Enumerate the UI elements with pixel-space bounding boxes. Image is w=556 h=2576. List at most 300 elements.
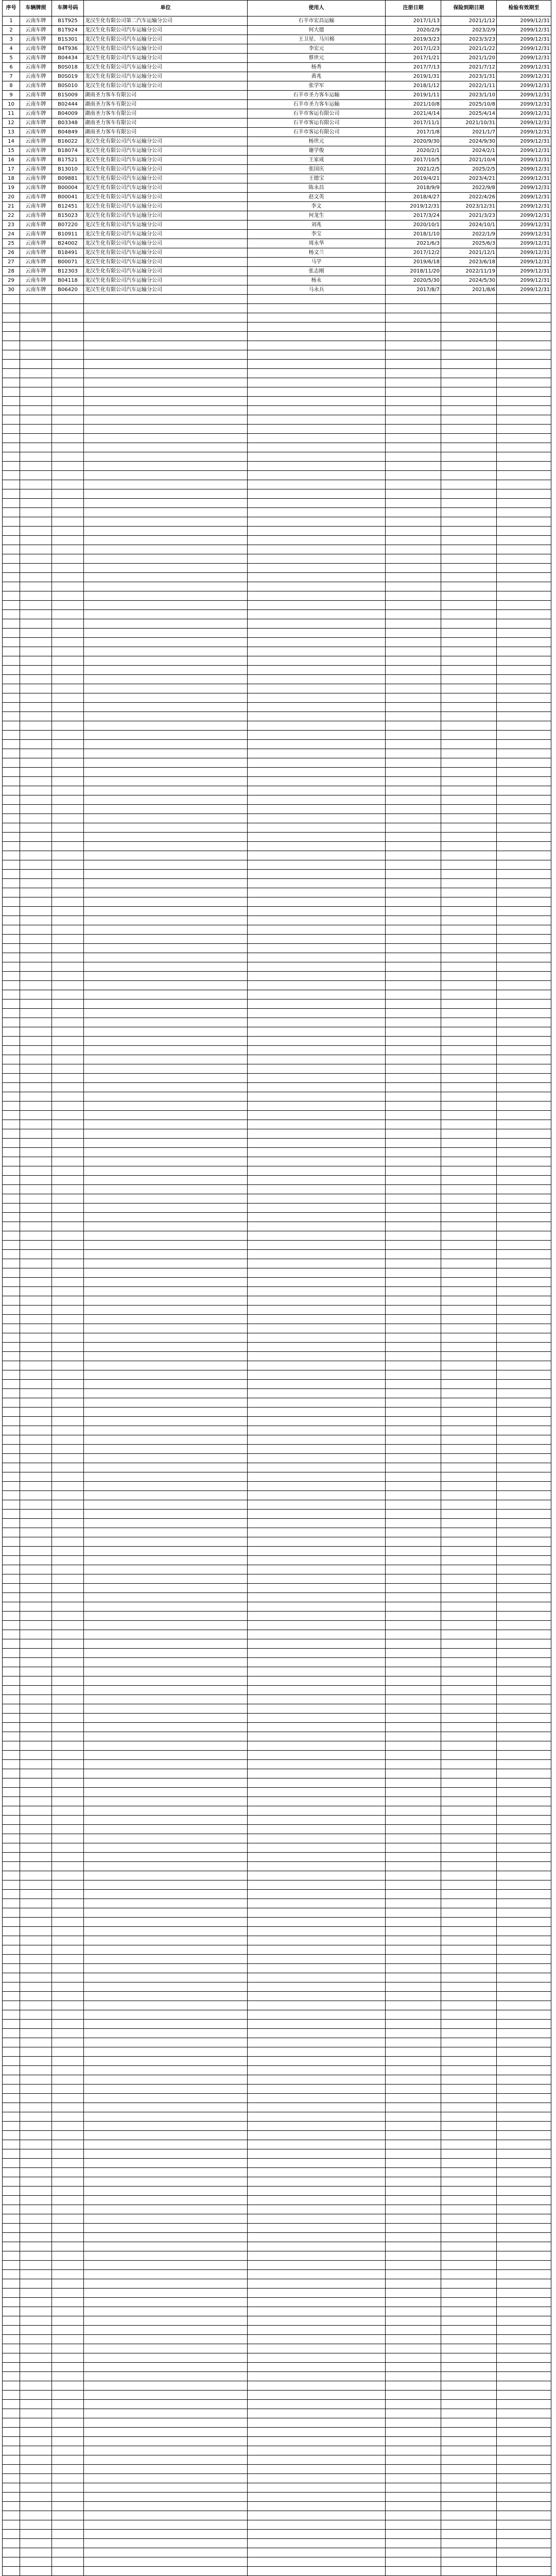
empty-cell xyxy=(386,462,441,471)
empty-cell xyxy=(20,2557,52,2567)
empty-cell xyxy=(441,1992,497,2001)
cell-index: 18 xyxy=(3,174,20,183)
empty-cell xyxy=(248,1695,386,1704)
empty-cell xyxy=(84,1797,248,1806)
empty-cell xyxy=(441,1213,497,1222)
empty-cell xyxy=(441,1296,497,1306)
cell-inspection-date: 2099/12/31 xyxy=(497,221,551,230)
empty-cell xyxy=(84,369,248,378)
empty-cell xyxy=(20,2205,52,2214)
cell-plate-type: 云南车牌 xyxy=(20,285,52,295)
empty-cell xyxy=(386,656,441,666)
empty-cell xyxy=(497,1296,551,1306)
empty-cell xyxy=(20,1890,52,1899)
empty-cell xyxy=(441,2177,497,2187)
empty-cell xyxy=(3,1806,20,1816)
empty-cell xyxy=(20,990,52,999)
empty-cell xyxy=(3,452,20,462)
table-row xyxy=(3,100,551,109)
empty-cell xyxy=(386,953,441,962)
empty-cell xyxy=(52,323,84,332)
empty-cell xyxy=(497,2483,551,2493)
empty-cell xyxy=(52,1667,84,1676)
empty-cell xyxy=(386,2270,441,2279)
empty-cell xyxy=(386,1918,441,1927)
empty-cell xyxy=(386,2539,441,2548)
empty-cell xyxy=(20,1176,52,1185)
empty-cell xyxy=(441,2187,497,2196)
empty-cell xyxy=(441,508,497,517)
empty-cell xyxy=(386,1704,441,1714)
empty-table-row xyxy=(3,2391,551,2400)
empty-cell xyxy=(248,2112,386,2122)
empty-cell xyxy=(3,1714,20,1723)
empty-cell xyxy=(84,2038,248,2047)
empty-cell xyxy=(441,489,497,499)
table-row xyxy=(3,156,551,165)
empty-cell xyxy=(3,2233,20,2242)
cell-inspection-date: 2099/12/31 xyxy=(497,54,551,63)
empty-cell xyxy=(3,638,20,647)
empty-cell xyxy=(386,2530,441,2539)
empty-cell xyxy=(441,2010,497,2020)
empty-cell xyxy=(386,786,441,795)
cell-plate-number: B03348 xyxy=(52,118,84,128)
empty-cell xyxy=(248,1936,386,1945)
empty-cell xyxy=(386,1306,441,1315)
empty-table-row xyxy=(3,758,551,768)
empty-cell xyxy=(248,1778,386,1788)
empty-cell xyxy=(386,1315,441,1324)
empty-cell xyxy=(84,2224,248,2233)
empty-cell xyxy=(248,1714,386,1723)
empty-cell xyxy=(20,1120,52,1129)
empty-cell xyxy=(3,2391,20,2400)
empty-cell xyxy=(497,1936,551,1945)
empty-cell xyxy=(84,2353,248,2363)
empty-table-row xyxy=(3,1982,551,1992)
empty-cell xyxy=(248,656,386,666)
empty-cell xyxy=(20,2103,52,2112)
cell-unit: 龙汉生化有限公司汽车运输分公司 xyxy=(84,230,248,239)
empty-cell xyxy=(386,2075,441,2084)
empty-cell xyxy=(441,823,497,833)
empty-cell xyxy=(84,1194,248,1204)
empty-cell xyxy=(386,2428,441,2437)
empty-cell xyxy=(3,545,20,554)
empty-cell xyxy=(52,1649,84,1658)
empty-cell xyxy=(441,332,497,341)
cell-inspection-date: 2099/12/31 xyxy=(497,183,551,193)
empty-cell xyxy=(497,1324,551,1333)
empty-cell xyxy=(84,1278,248,1287)
empty-cell xyxy=(20,406,52,415)
empty-table-row xyxy=(3,1333,551,1343)
empty-cell xyxy=(441,1037,497,1046)
cell-user: 杨文兰 xyxy=(248,248,386,258)
empty-cell xyxy=(386,1992,441,2001)
empty-cell xyxy=(386,1454,441,1463)
empty-cell xyxy=(441,1408,497,1417)
empty-cell xyxy=(441,2233,497,2242)
empty-cell xyxy=(248,2548,386,2557)
header-plate-type: 车辆牌照 xyxy=(20,1,52,16)
empty-cell xyxy=(248,1639,386,1649)
empty-cell xyxy=(20,1955,52,1964)
empty-cell xyxy=(52,350,84,360)
empty-cell xyxy=(84,2131,248,2140)
empty-cell xyxy=(20,2511,52,2520)
empty-cell xyxy=(441,1899,497,1908)
empty-cell xyxy=(3,573,20,582)
empty-cell xyxy=(441,2391,497,2400)
empty-cell xyxy=(84,1482,248,1491)
empty-cell xyxy=(497,415,551,425)
empty-cell xyxy=(84,2075,248,2084)
empty-cell xyxy=(52,1686,84,1695)
empty-cell xyxy=(20,656,52,666)
empty-cell xyxy=(20,1899,52,1908)
empty-cell xyxy=(386,2335,441,2344)
empty-cell xyxy=(441,1797,497,1806)
empty-cell xyxy=(3,1426,20,1435)
empty-table-row xyxy=(3,2233,551,2242)
empty-cell xyxy=(248,1751,386,1760)
empty-cell xyxy=(497,1380,551,1389)
empty-cell xyxy=(441,1333,497,1343)
empty-cell xyxy=(84,1936,248,1945)
empty-cell xyxy=(52,731,84,740)
empty-table-row xyxy=(3,2530,551,2539)
empty-table-row xyxy=(3,1417,551,1426)
empty-cell xyxy=(441,1612,497,1621)
cell-index: 13 xyxy=(3,128,20,137)
empty-table-row xyxy=(3,777,551,786)
empty-cell xyxy=(20,1213,52,1222)
cell-unit: 湖南圣力客车有限公司 xyxy=(84,118,248,128)
empty-cell xyxy=(20,332,52,341)
empty-cell xyxy=(441,916,497,925)
empty-cell xyxy=(497,480,551,489)
empty-cell xyxy=(497,1741,551,1751)
empty-cell xyxy=(386,1788,441,1797)
empty-cell xyxy=(3,1250,20,1259)
empty-cell xyxy=(3,2196,20,2205)
empty-cell xyxy=(20,1537,52,1547)
empty-cell xyxy=(52,2103,84,2112)
empty-cell xyxy=(386,1843,441,1853)
empty-cell xyxy=(497,406,551,415)
empty-cell xyxy=(3,1222,20,1231)
empty-cell xyxy=(3,1194,20,1204)
empty-cell xyxy=(52,2428,84,2437)
empty-cell xyxy=(386,350,441,360)
empty-cell xyxy=(497,1834,551,1843)
empty-cell xyxy=(52,1871,84,1880)
cell-insurance-date: 2021/1/20 xyxy=(441,54,497,63)
empty-cell xyxy=(248,1686,386,1695)
empty-cell xyxy=(3,860,20,870)
empty-cell xyxy=(248,2140,386,2149)
empty-cell xyxy=(386,1278,441,1287)
empty-cell xyxy=(386,1083,441,1092)
table-row xyxy=(3,221,551,230)
empty-cell xyxy=(20,777,52,786)
empty-cell xyxy=(497,2502,551,2511)
empty-cell xyxy=(441,1816,497,1825)
empty-cell xyxy=(20,1519,52,1528)
empty-cell xyxy=(386,2020,441,2029)
empty-cell xyxy=(386,1760,441,1769)
empty-cell xyxy=(441,731,497,740)
empty-cell xyxy=(441,1890,497,1899)
empty-cell xyxy=(84,536,248,545)
empty-cell xyxy=(497,397,551,406)
empty-table-row xyxy=(3,1593,551,1602)
empty-cell xyxy=(441,1352,497,1361)
empty-cell xyxy=(20,1612,52,1621)
cell-inspection-date: 2099/12/31 xyxy=(497,44,551,54)
empty-cell xyxy=(386,619,441,629)
empty-table-row xyxy=(3,499,551,508)
empty-table-row xyxy=(3,369,551,378)
empty-cell xyxy=(248,2270,386,2279)
empty-cell xyxy=(20,1574,52,1584)
empty-table-row xyxy=(3,517,551,527)
empty-cell xyxy=(3,2326,20,2335)
empty-table-row xyxy=(3,999,551,1009)
empty-cell xyxy=(84,2094,248,2103)
empty-cell xyxy=(52,2010,84,2020)
empty-cell xyxy=(441,554,497,564)
table-row xyxy=(3,109,551,118)
empty-cell xyxy=(441,1064,497,1074)
empty-cell xyxy=(3,990,20,999)
empty-cell xyxy=(84,2010,248,2020)
empty-cell xyxy=(497,2112,551,2122)
empty-cell xyxy=(52,1491,84,1500)
empty-cell xyxy=(497,2168,551,2177)
empty-cell xyxy=(248,842,386,851)
empty-cell xyxy=(20,879,52,888)
cell-inspection-date: 2099/12/31 xyxy=(497,109,551,118)
empty-cell xyxy=(441,1027,497,1037)
empty-cell xyxy=(20,2112,52,2122)
empty-cell xyxy=(3,2010,20,2020)
empty-cell xyxy=(3,925,20,935)
empty-cell xyxy=(248,2251,386,2261)
empty-cell xyxy=(497,1185,551,1194)
empty-cell xyxy=(52,1584,84,1593)
cell-plate-number: B15023 xyxy=(52,211,84,221)
empty-cell xyxy=(52,666,84,675)
empty-cell xyxy=(3,1018,20,1027)
empty-cell xyxy=(441,1843,497,1853)
empty-cell xyxy=(20,1723,52,1732)
empty-cell xyxy=(3,1816,20,1825)
empty-cell xyxy=(3,1454,20,1463)
empty-cell xyxy=(20,601,52,610)
empty-cell xyxy=(20,434,52,443)
table-row xyxy=(3,267,551,276)
empty-cell xyxy=(248,2465,386,2474)
empty-cell xyxy=(84,1139,248,1148)
empty-cell xyxy=(386,1111,441,1120)
empty-cell xyxy=(441,1083,497,1092)
table-row xyxy=(3,72,551,81)
empty-cell xyxy=(20,1843,52,1853)
empty-cell xyxy=(52,1185,84,1194)
empty-cell xyxy=(3,2001,20,2010)
empty-cell xyxy=(497,1788,551,1797)
empty-cell xyxy=(248,638,386,647)
empty-cell xyxy=(52,1463,84,1472)
empty-cell xyxy=(248,2057,386,2066)
empty-cell xyxy=(497,684,551,693)
empty-cell xyxy=(52,2455,84,2465)
empty-cell xyxy=(20,2010,52,2020)
empty-cell xyxy=(20,1027,52,1037)
empty-cell xyxy=(84,1389,248,1398)
empty-cell xyxy=(386,2103,441,2112)
empty-cell xyxy=(386,2391,441,2400)
empty-cell xyxy=(386,1398,441,1408)
empty-cell xyxy=(3,425,20,434)
empty-cell xyxy=(3,1574,20,1584)
empty-table-row xyxy=(3,1268,551,1278)
empty-cell xyxy=(386,1769,441,1778)
empty-cell xyxy=(441,786,497,795)
empty-cell xyxy=(20,2140,52,2149)
empty-cell xyxy=(52,2502,84,2511)
empty-cell xyxy=(84,2047,248,2057)
cell-plate-type: 云南车牌 xyxy=(20,211,52,221)
cell-register-date: 2021/4/14 xyxy=(386,109,441,118)
empty-cell xyxy=(497,1704,551,1714)
cell-user: 何大德 xyxy=(248,26,386,35)
empty-cell xyxy=(84,1472,248,1482)
empty-cell xyxy=(52,981,84,990)
empty-cell xyxy=(386,1139,441,1148)
empty-cell xyxy=(497,2177,551,2187)
empty-cell xyxy=(441,1259,497,1268)
empty-table-row xyxy=(3,1751,551,1760)
empty-cell xyxy=(52,1380,84,1389)
empty-cell xyxy=(52,1408,84,1417)
empty-cell xyxy=(84,1296,248,1306)
empty-cell xyxy=(441,1732,497,1741)
empty-cell xyxy=(20,1667,52,1676)
cell-unit: 龙汉生化有限公司汽车运输分公司 xyxy=(84,174,248,183)
cell-inspection-date: 2099/12/31 xyxy=(497,26,551,35)
cell-register-date: 2019/12/31 xyxy=(386,202,441,211)
empty-cell xyxy=(52,935,84,944)
empty-cell xyxy=(497,1157,551,1166)
empty-cell xyxy=(84,443,248,452)
empty-cell xyxy=(20,1472,52,1482)
empty-cell xyxy=(3,2335,20,2344)
empty-cell xyxy=(248,712,386,721)
empty-cell xyxy=(3,1964,20,1973)
empty-cell xyxy=(84,2446,248,2455)
empty-cell xyxy=(497,1408,551,1417)
cell-plate-number: B07220 xyxy=(52,221,84,230)
empty-cell xyxy=(497,2437,551,2446)
cell-register-date: 2017/1/13 xyxy=(386,16,441,26)
empty-cell xyxy=(248,1111,386,1120)
empty-cell xyxy=(386,2548,441,2557)
empty-cell xyxy=(20,2483,52,2493)
empty-cell xyxy=(84,2493,248,2502)
cell-plate-number: B18074 xyxy=(52,146,84,156)
empty-cell xyxy=(441,573,497,582)
empty-cell xyxy=(52,1139,84,1148)
empty-cell xyxy=(84,1064,248,1074)
empty-cell xyxy=(20,1111,52,1120)
empty-cell xyxy=(52,693,84,703)
empty-cell xyxy=(441,990,497,999)
empty-cell xyxy=(248,1602,386,1612)
empty-cell xyxy=(441,1853,497,1862)
empty-cell xyxy=(497,2270,551,2279)
empty-cell xyxy=(52,1472,84,1482)
empty-cell xyxy=(52,1361,84,1370)
empty-cell xyxy=(3,2103,20,2112)
empty-cell xyxy=(52,378,84,387)
empty-cell xyxy=(84,916,248,925)
empty-cell xyxy=(441,1788,497,1797)
empty-cell xyxy=(3,2066,20,2075)
empty-cell xyxy=(441,1472,497,1482)
empty-cell xyxy=(3,2047,20,2057)
empty-cell xyxy=(3,527,20,536)
empty-cell xyxy=(386,981,441,990)
empty-table-row xyxy=(3,1306,551,1315)
empty-cell xyxy=(20,564,52,573)
empty-cell xyxy=(441,1510,497,1519)
empty-table-row xyxy=(3,2020,551,2029)
empty-cell xyxy=(497,1982,551,1992)
empty-cell xyxy=(497,2020,551,2029)
empty-cell xyxy=(497,638,551,647)
empty-cell xyxy=(52,1927,84,1936)
empty-cell xyxy=(20,1695,52,1704)
empty-cell xyxy=(20,1556,52,1565)
empty-table-row xyxy=(3,647,551,656)
cell-register-date: 2018/1/10 xyxy=(386,230,441,239)
empty-cell xyxy=(497,350,551,360)
empty-cell xyxy=(52,1918,84,1927)
empty-cell xyxy=(386,304,441,313)
empty-cell xyxy=(20,1658,52,1667)
empty-cell xyxy=(386,749,441,758)
empty-cell xyxy=(248,1510,386,1519)
empty-cell xyxy=(3,2344,20,2353)
empty-table-row xyxy=(3,378,551,387)
empty-cell xyxy=(441,2511,497,2520)
empty-table-row xyxy=(3,2057,551,2066)
empty-cell xyxy=(248,2372,386,2381)
empty-cell xyxy=(248,360,386,369)
empty-cell xyxy=(441,999,497,1009)
empty-cell xyxy=(84,712,248,721)
cell-plate-type: 云南车牌 xyxy=(20,72,52,81)
empty-cell xyxy=(84,1370,248,1380)
empty-cell xyxy=(20,666,52,675)
empty-cell xyxy=(52,2131,84,2140)
empty-cell xyxy=(441,387,497,397)
cell-plate-type: 云南车牌 xyxy=(20,137,52,146)
